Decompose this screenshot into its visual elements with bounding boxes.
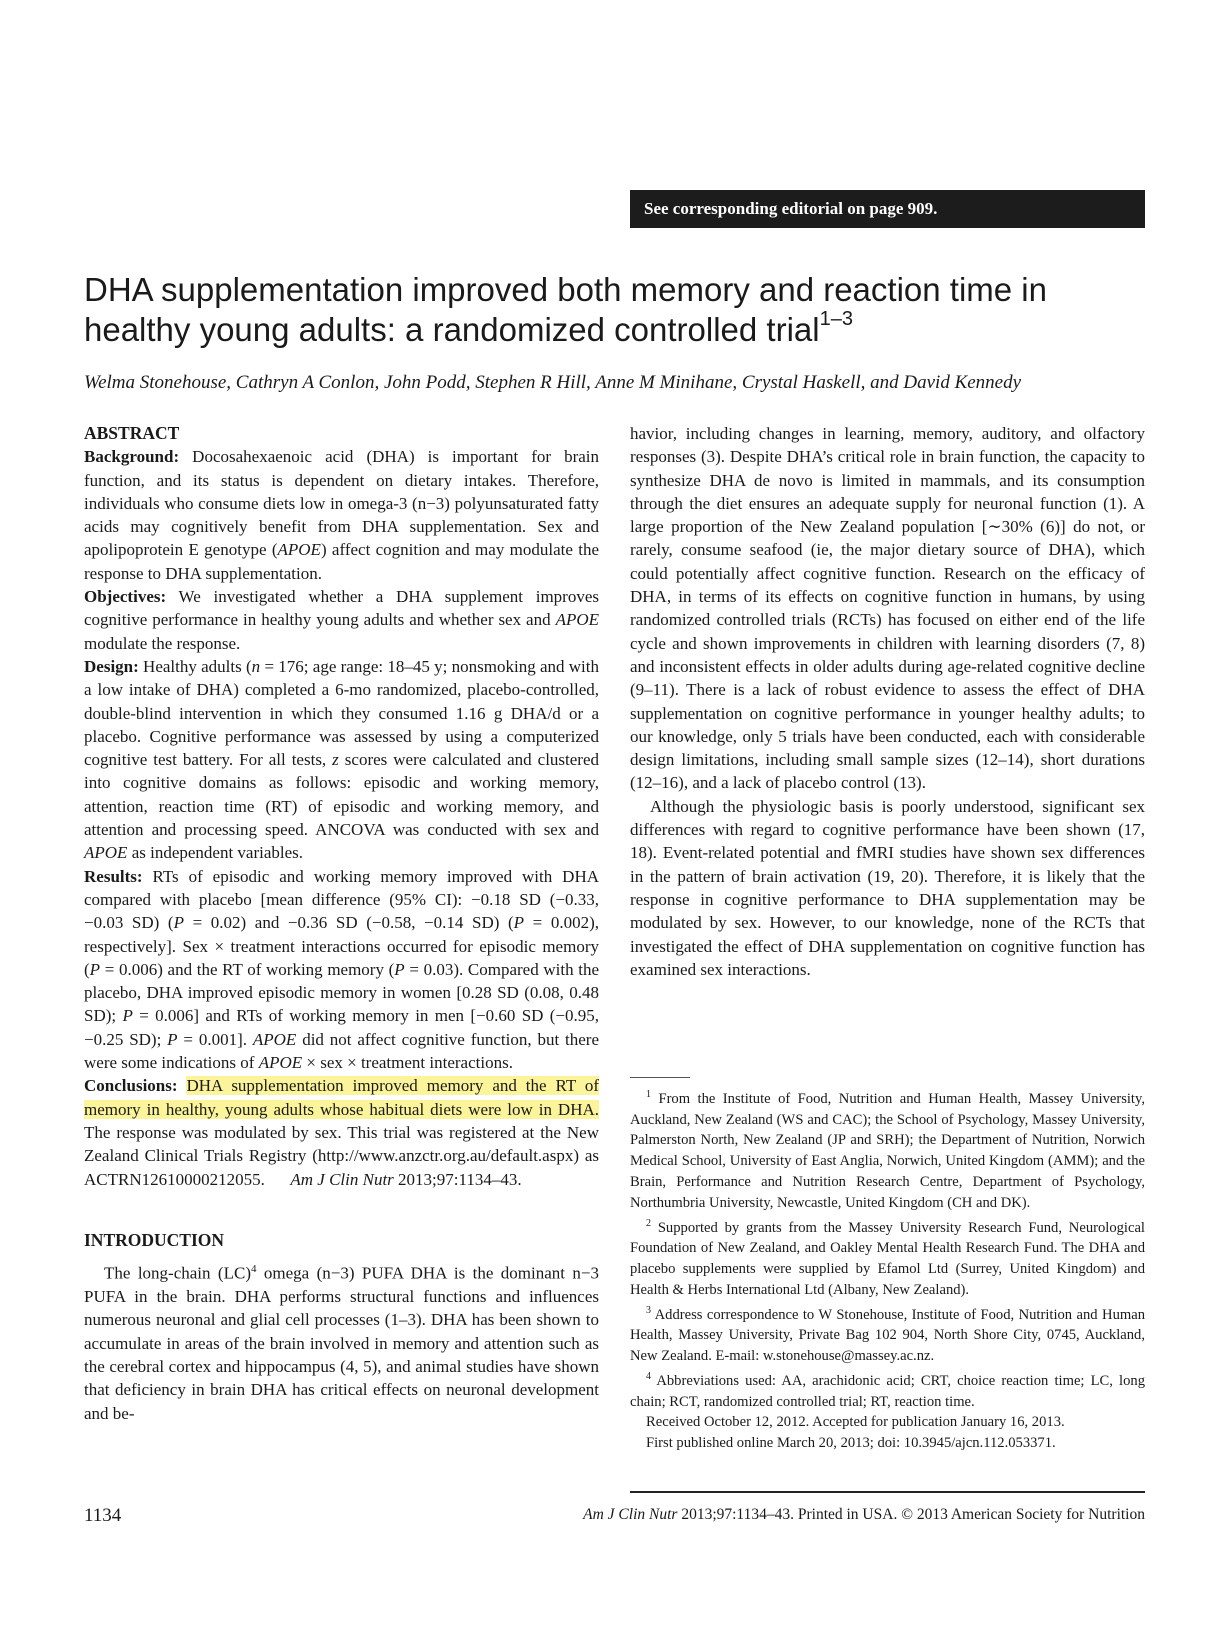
footnotes [630, 1085, 1145, 1454]
author-list: Welma Stonehouse, Cathryn A Conlon, John Podd, Stephen R Hill, Anne M Minihane, Crystal Haskell, and David Kennedy [84, 372, 1022, 393]
design-text-2: = 176; age range: 18–45 y; nonsmoking and with a low intake of DHA) completed a 6-mo randomized, placebo-controlled, double-blind intervention in which they consumed 1.16 g DHA/d or a placebo. Cognitive performance was assessed by using a computerized cognitive test battery. For all tests, [84, 656, 599, 770]
design-apoe: APOE [84, 843, 128, 863]
abstract-design [84, 655, 599, 865]
section-spacer [84, 1191, 599, 1229]
design-n: n [251, 656, 261, 676]
conclusions-highlight[interactable]: DHA supplementation improved memory and the RT of memory in healthy, young adults whose habitual diets were low in DHA. [84, 1076, 600, 1119]
results-text-6: = 0.006] and RTs of working memory in men [−0.60 SD (−0.95, −0.25 SD); [84, 1006, 600, 1049]
title-footnote-ref[interactable]: 1–3 [819, 308, 853, 330]
citation-year: 2013;97:1134–43. [398, 1169, 522, 1189]
results-apoe-1: APOE [252, 1029, 297, 1049]
article-title [84, 270, 1154, 350]
citation-journal: Am J Clin Nutr [290, 1169, 394, 1189]
results-text-8: did not affect cognitive function, but there were some indications of [84, 1029, 600, 1073]
results-text-4: = 0.006) and the RT of working memory ( [104, 959, 395, 979]
abstract-conclusions [84, 1074, 599, 1190]
results-p-6: P [167, 1029, 178, 1049]
objectives-text: We investigated whether a DHA supplement improves cognitive performance in healthy young adults and whether sex and [84, 587, 599, 630]
footnote-2 [630, 1214, 1145, 1301]
results-text-2: = 0.02) and −0.36 SD (−0.58, −0.14 SD) ( [192, 913, 514, 933]
design-text-3: scores were calculated and clustered into cognitive domains as follows: episodic and working memory, attention, reaction time (RT) of episodic and working memory, and attention and processing speed. ANCOVA was conducted with sex and [84, 750, 600, 840]
footnote-1-num: 1 [646, 1089, 651, 1100]
results-p-2: P [513, 913, 525, 933]
background-text: Docosahexaenoic acid (DHA) is important for brain function, and its status is dependent on dietary intakes. Therefore, individuals who consume diets low in omega-3 (n−3) polyunsaturated fatty acids may cognitively benefit from DHA supplementation. Sex and apolipoprotein E genotype ( [84, 447, 600, 560]
results-text-5: = 0.03). Compared with the placebo, DHA improved episodic memory in women [0.28 SD (0.08, 0.48 SD); [84, 959, 600, 1026]
footnote-2-text: Supported by grants from the Massey University Research Fund, Neurological Foundation of New Zealand, and Oakley Mental Health Research Fund. The DHA and placebo supplements were supplied by Efamol Ltd (Surrey, United Kingdom) and Health & Herbs International Ltd (Albany, New Zealand). [630, 1219, 1145, 1298]
journal-footer [480, 1506, 1145, 1524]
abstract-heading: ABSTRACT [84, 423, 180, 443]
footnote-4-text: Abbreviations used: AA, arachidonic acid; CRT, choice reaction time; LC, long chain; RCT, randomized controlled trial; RT, reaction time. [630, 1372, 1146, 1410]
results-p-1: P [173, 913, 184, 933]
results-p-5: P [122, 1006, 133, 1026]
page-number: 1134 [84, 1505, 122, 1526]
results-p-4: P [394, 959, 405, 979]
footnote-2-num: 2 [646, 1217, 651, 1229]
objectives-apoe: APOE [555, 610, 599, 630]
results-p-3: P [89, 959, 101, 979]
footer-divider [630, 1491, 1145, 1493]
editorial-note-banner: See corresponding editorial on page 909. [630, 190, 1145, 228]
abstract-objectives [84, 585, 599, 655]
design-text-4: as independent variables. [131, 843, 304, 863]
journal-name: Am J Clin Nutr [583, 1506, 678, 1523]
footnote-3-text[interactable]: Address correspondence to W Stonehouse, Institute of Food, Nutrition and Human Health, Massey University, Private Bag 102 904, North Shore City, 0745, Auckland, New Zealand. E-mail: w.stonehouse@massey.ac.nz. [630, 1306, 1145, 1365]
results-label: Results: [84, 866, 143, 886]
results-text-7: = 0.001]. [183, 1029, 248, 1049]
introduction-heading: INTRODUCTION [84, 1229, 225, 1250]
footnote-3-num: 3 [646, 1304, 651, 1316]
intro-p1-a: The long-chain (LC) [104, 1263, 251, 1283]
abstract-results [84, 865, 599, 1075]
intro-paragraph-2: Although the physiologic basis is poorly understood, significant sex differences with regard to cognitive performance have been shown (17, 18). Event-related potential and fMRI studies have shown sex differences in the pattern of brain activation (19, 20). Therefore, it is likely that the response in cognitive performance to DHA supplementation may be modulated by sex. However, to our knowledge, none of the RCTs that investigated the effect of DHA supplementation on cognitive function has examined sex interactions. [630, 796, 1145, 979]
left-column [84, 422, 599, 1425]
footnote-4 [630, 1367, 1145, 1412]
footnote-4-num: 4 [646, 1370, 651, 1382]
background-apoe: APOE [277, 540, 321, 560]
abstract-background [84, 445, 599, 585]
background-text-2: ) affect cognition and may modulate the response to DHA supplementation. [84, 540, 599, 583]
conclusions-label: Conclusions: [84, 1076, 178, 1096]
footnote-3 [630, 1301, 1145, 1367]
objectives-label: Objectives: [84, 587, 167, 607]
results-text-1: RTs of episodic and working memory improved with DHA compared with placebo [mean difference (95% CI): −0.18 SD (−0.33, −0.03 SD) ( [84, 866, 599, 933]
received-dates: Received October 12, 2012. Accepted for publication January 16, 2013. [646, 1414, 1065, 1431]
background-label: Background: [84, 447, 180, 467]
footnote-1 [630, 1085, 1145, 1214]
published-doi[interactable]: First published online March 20, 2013; doi: 10.3945/ajcn.112.053371. [646, 1435, 1056, 1452]
intro-paragraph-1-continued: havior, including changes in learning, memory, auditory, and olfactory responses (3). Despite DHA’s critical role in brain function, the capacity to synthesize DHA de novo is limited in mammals, and its consumption through the diet ensures an adequate supply for neuronal function (1). A large proportion of the New Zealand population [∼30% (6)] do not, or rarely, consume seafood (ie, the major dietary source of DHA), which could potentially affect cognitive function. Research on the efficacy of DHA, in terms of its effects on cognitive function in humans, by using randomized controlled trials (RCTs) has focused on either end of the life cycle and shown improvements in children with learning disorders (7, 8) and inconsistent effects in older adults during age-related cognitive decline (9–11). There is a lack of robust evidence to assess the effect of DHA supplementation on cognitive performance in younger healthy adults; to our knowledge, only 5 trials have been conducted, each with considerable design limitations, including small sample sizes (12–14), short durations (12–16), and a lack of placebo control (13). [630, 424, 1145, 793]
journal-footer-rest: 2013;97:1134–43. Printed in USA. © 2013 American Society for Nutrition [681, 1506, 1145, 1523]
results-text-9: × sex × treatment interactions. [306, 1053, 513, 1073]
intro-p1-b: omega (n−3) PUFA DHA is the dominant n−3 PUFA in the brain. DHA performs structural functions and influences numerous neuronal and glial cell processes (1–3). DHA has been shown to accumulate in areas of the brain involved in memory and attention such as the cerebral cortex and hippocampus (4, 5), and animal studies have shown that deficiency in brain DHA has critical effects on neuronal development and be- [84, 1263, 599, 1423]
footnote-1-text: From the Institute of Food, Nutrition and Human Health, Massey University, Auckland, New Zealand (WS and CAC); the School of Psychology, Massey University, Palmerston North, New Zealand (JP and SRH); the Department of Nutrition, Norwich Medical School, University of East Anglia, Norwich, United Kingdom (AMM); and the Brain, Performance and Nutrition Research Centre, Department of Psychology, Northumbria University, Newcastle, United Kingdom (CH and DK). [630, 1090, 1145, 1211]
footnote-divider [630, 1077, 690, 1078]
conclusions-text: The response was modulated by sex. This trial was registered at the New Zealand Clinical Trials Registry (http://www.anzctr.org.au/default.aspx) as ACTRN12610000212055. [84, 1122, 599, 1189]
intro-paragraph-1 [84, 1258, 599, 1425]
results-text-3: = 0.002), respectively]. Sex × treatment interactions occurred for episodic memory ( [84, 913, 600, 979]
right-column [630, 422, 1145, 981]
footnote-ref-4[interactable]: 4 [250, 1263, 257, 1276]
design-z: z [332, 750, 339, 770]
objectives-text-2: modulate the response. [84, 633, 241, 653]
article-title-text: DHA supplementation improved both memory and reaction time in healthy young adults: a randomized controlled trial [84, 271, 1047, 348]
results-apoe-2: APOE [258, 1053, 303, 1073]
design-text-1: Healthy adults ( [143, 656, 252, 676]
design-label: Design: [84, 656, 139, 676]
